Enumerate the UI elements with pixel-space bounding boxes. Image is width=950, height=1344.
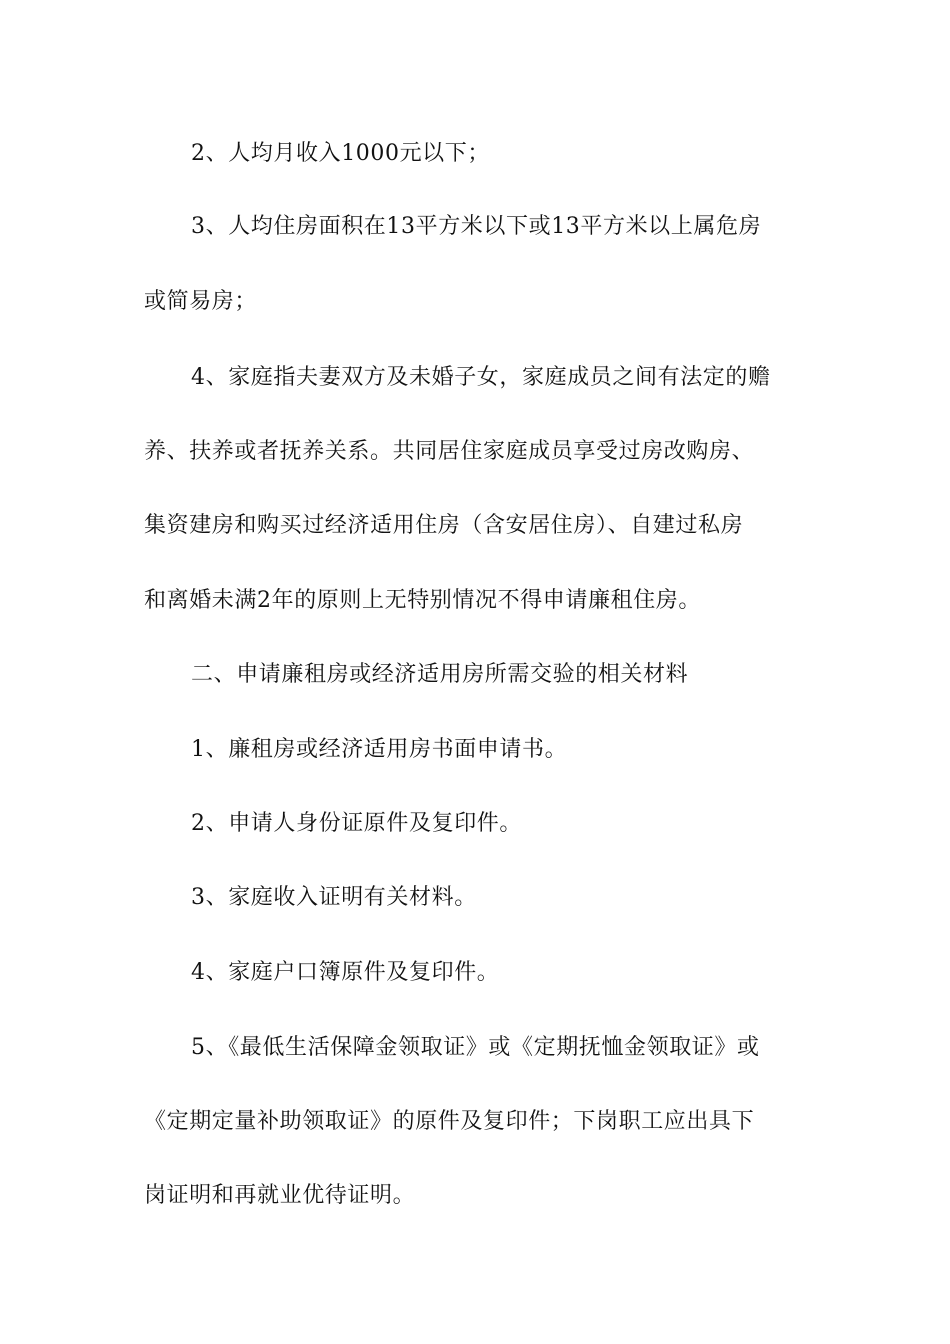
material-item-2: 2、申请人身份证原件及复印件。 xyxy=(191,811,522,836)
list-item-4-family-definition: 4、家庭指夫妻双方及未婚子女，家庭成员之间有法定的赡 xyxy=(191,365,771,390)
material-item-1: 1、廉租房或经济适用房书面申请书。 xyxy=(191,737,568,762)
material-item-4: 4、家庭户口簿原件及复印件。 xyxy=(191,960,500,985)
list-item-4-continued-3: 和离婚未满2年的原则上无特别情况不得申请廉租住房。 xyxy=(144,588,701,613)
list-item-3-housing-area: 3、人均住房面积在13平方米以下或13平方米以上属危房 xyxy=(191,214,762,239)
list-item-3-continued: 或简易房； xyxy=(144,289,258,314)
material-item-5-continued-2: 岗证明和再就业优待证明。 xyxy=(144,1183,416,1208)
material-item-3: 3、家庭收入证明有关材料。 xyxy=(191,885,477,910)
material-item-5: 5、《最低生活保障金领取证》或《定期抚恤金领取证》或 xyxy=(191,1035,760,1060)
material-item-5-continued-1: 《定期定量补助领取证》的原件及复印件；下岗职工应出具下 xyxy=(144,1109,755,1134)
list-item-2-monthly-income: 2、人均月收入1000元以下； xyxy=(191,141,490,166)
list-item-4-continued-1: 养、扶养或者抚养关系。共同居住家庭成员享受过房改购房、 xyxy=(144,439,755,464)
section-heading-materials: 二、申请廉租房或经济适用房所需交验的相关材料 xyxy=(191,662,689,687)
list-item-4-continued-2: 集资建房和购买过经济适用住房（含安居住房）、自建过私房 xyxy=(144,513,744,538)
